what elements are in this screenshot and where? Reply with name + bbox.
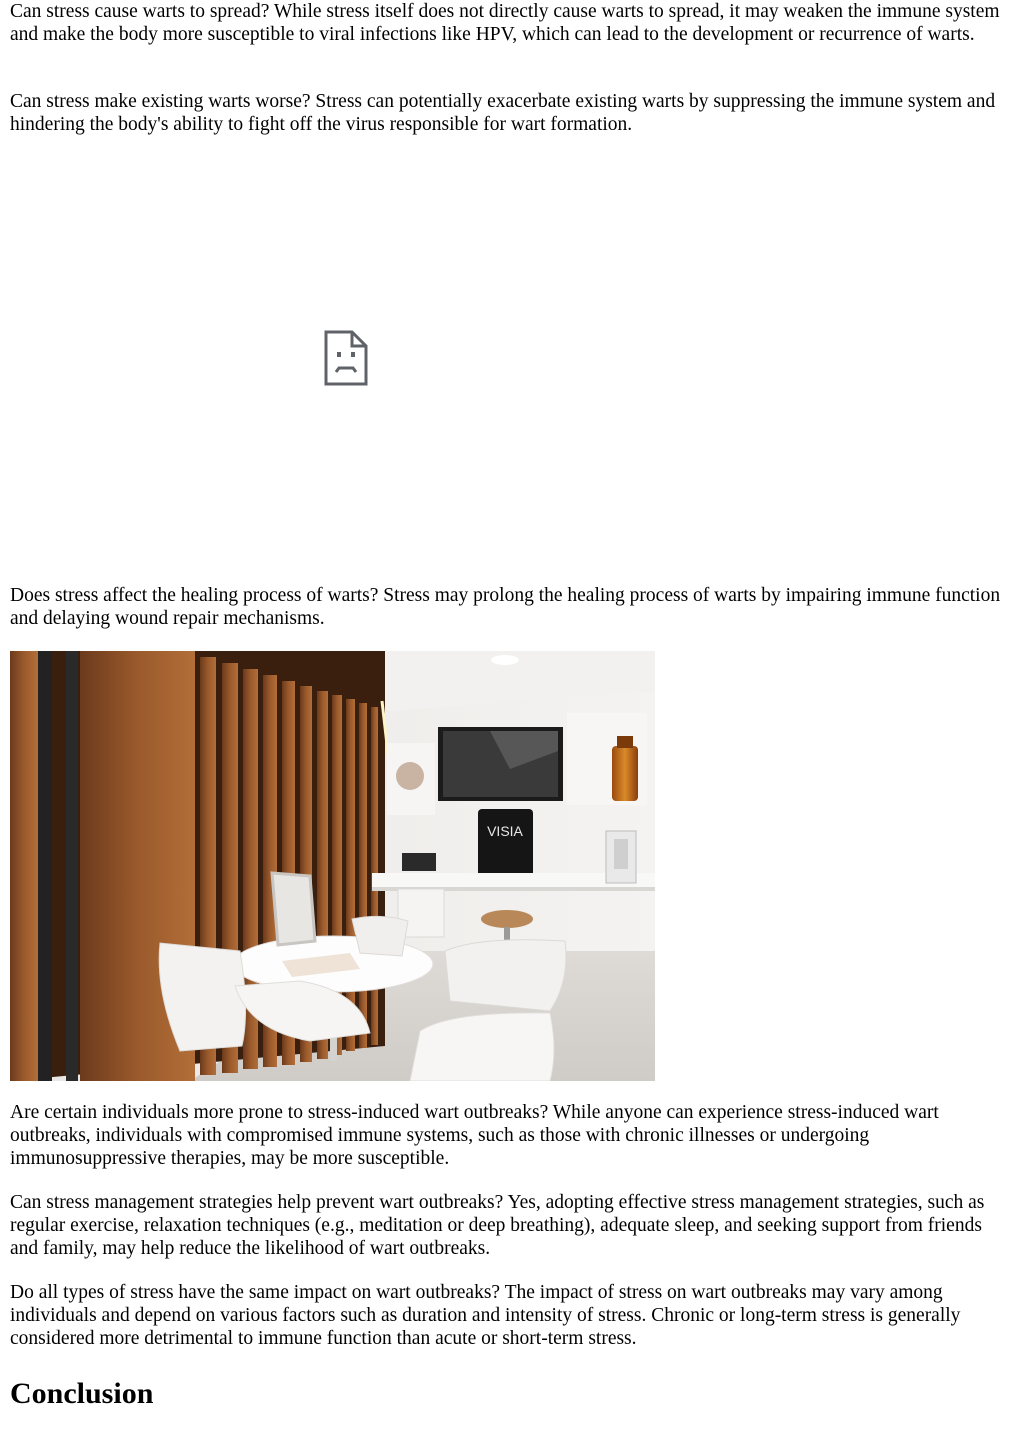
paragraph-stress-worse: Can stress make existing warts worse? Stress can potentially exacerbate existing warts by suppressing the immune system and hindering the body's ability to fight off the virus responsible for wart formation. — [10, 91, 996, 135]
broken-image-icon — [324, 330, 368, 386]
paragraph-stress-management: Can stress management strategies help prevent wart outbreaks? Yes, adopting effective stress management strategies, such as regular exercise, relaxation techniques (e.g., meditation or deep breathing), adequate sleep, and seeking support from friends and family, may help reduce the likelihood of wart outbreaks. — [10, 1192, 985, 1259]
paragraph-stress-types: Do all types of stress have the same impact on wart outbreaks? The impact of stress on wart outbreaks may vary among individuals and depend on various factors such as duration and intensity of stress. Chronic or long-term stress is generally considered more detrimental to immune function than acute or short-term stress. — [10, 1282, 961, 1349]
paragraph-stress-healing: Does stress affect the healing process of warts? Stress may prolong the healing process of warts by impairing immune function and delaying wound repair mechanisms. — [10, 585, 1001, 629]
paragraph-prone-individuals: Are certain individuals more prone to stress-induced wart outbreaks? While anyone can experience stress-induced wart outbreaks, individuals with compromised immune systems, such as those with chronic illnesses or undergoing immunosuppressive therapies, may be more susceptible. — [10, 1102, 939, 1169]
paragraph-stress-spread: Can stress cause warts to spread? While stress itself does not directly cause warts to spread, it may weaken the immune system and make the body more susceptible to viral infections like HPV, which can lead to the development or recurrence of warts. — [10, 1, 1000, 45]
clinic-room-photo — [10, 651, 655, 1081]
broken-image-placeholder — [10, 144, 682, 572]
conclusion-heading: Conclusion — [10, 1377, 154, 1410]
visia-label: VISIA — [487, 823, 523, 839]
